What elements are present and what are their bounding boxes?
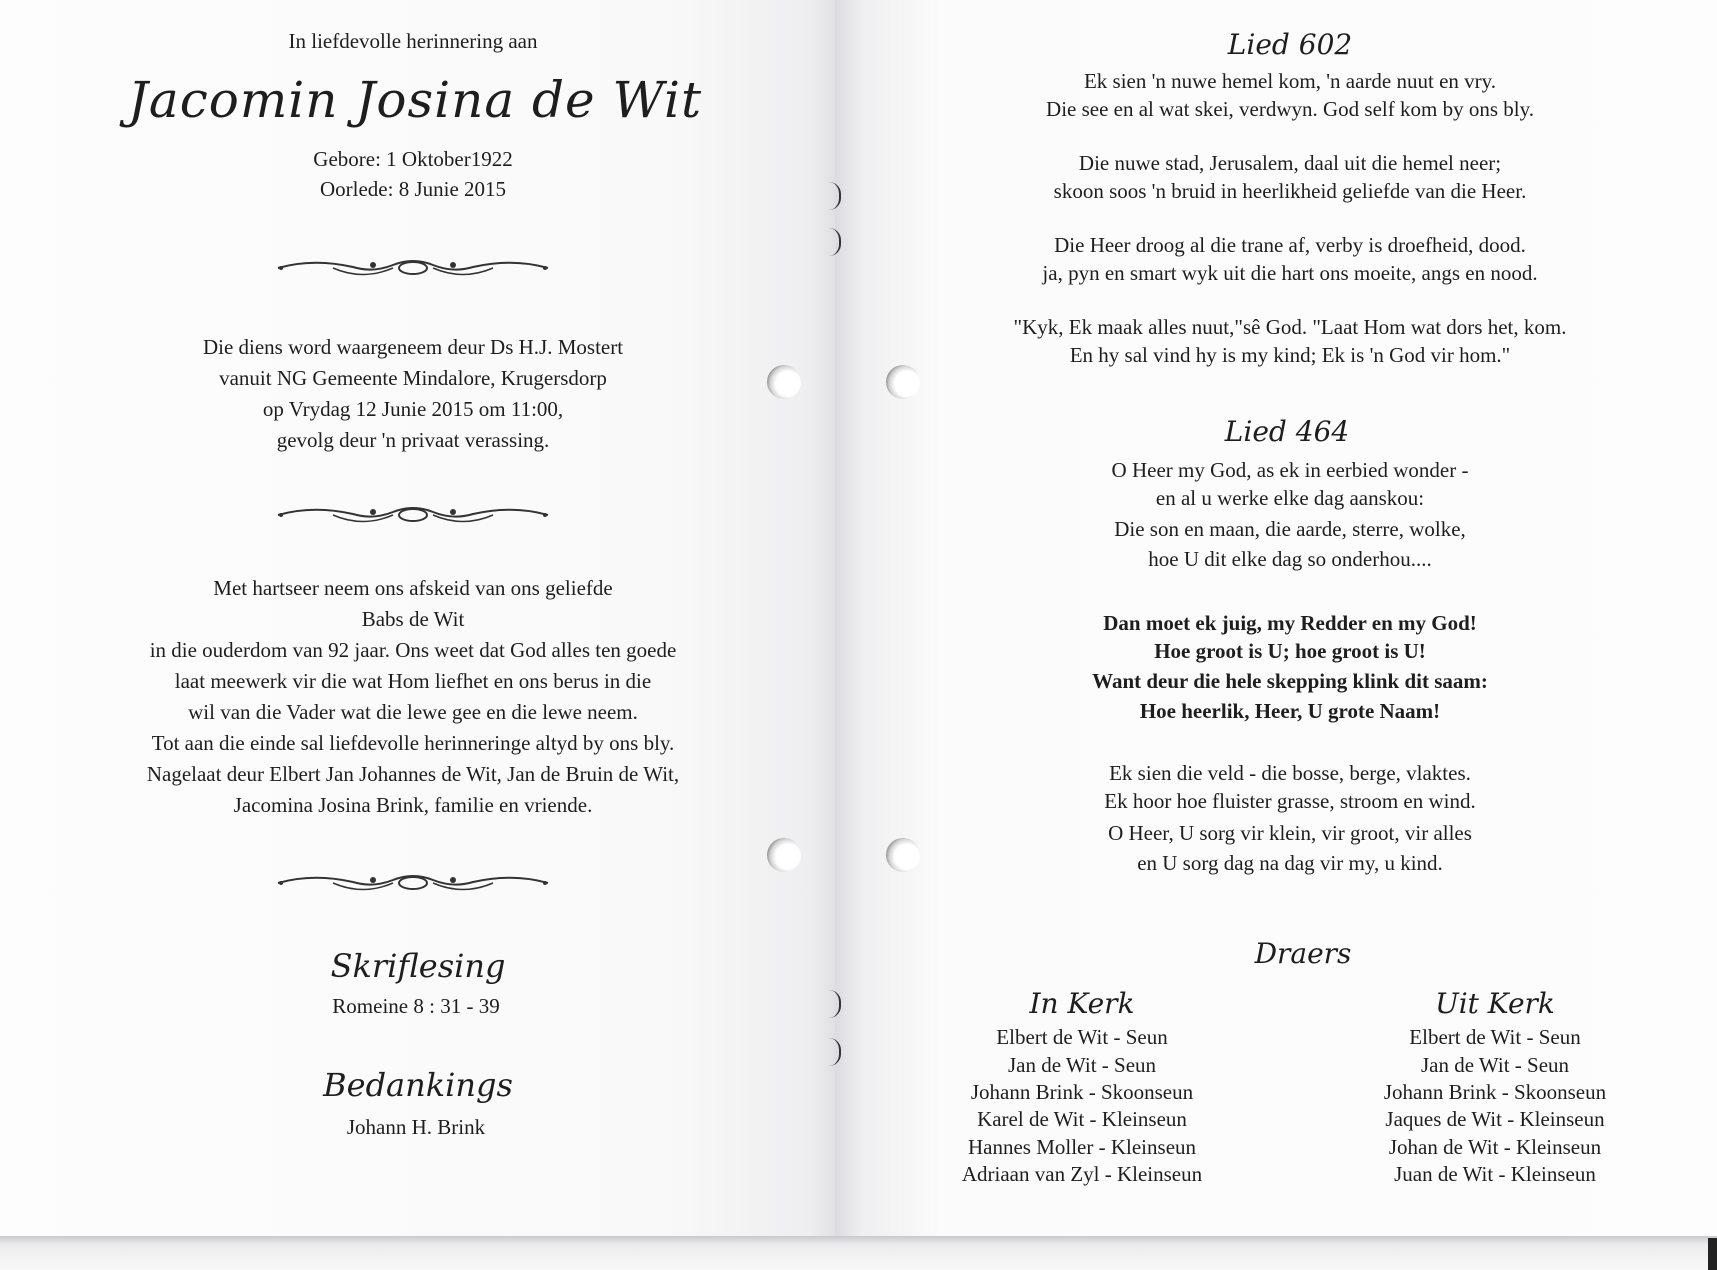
hymn1-stanza4-line2: En hy sal vind hy is my kind; Ek is 'n God vir hom." [1069, 343, 1511, 367]
service-line-4: gevolg deur 'n privaat verassing. [276, 428, 550, 452]
hymn1-stanza3-line1: Die Heer droog al die trane af, verby is droefheid, dood. [1054, 233, 1526, 257]
scan-corner-mark [1708, 1238, 1717, 1270]
ornament-divider-3 [273, 868, 553, 898]
hymn2-chorus-line4: Hoe heerlik, Heer, U grote Naam! [1139, 699, 1441, 723]
out-church-bearer-6: Juan de Wit - Kleinseun [1394, 1162, 1596, 1186]
hymn2-chorus-line3: Want deur die hele skepping klink dit saam: [1092, 669, 1488, 693]
hymn2-verse2-line4: en U sorg dag na dag vir my, u kind. [1137, 851, 1443, 875]
hymn1-stanza3-line2: ja, pyn en smart wyk uit die hart ons moeite, angs en nood. [1042, 261, 1538, 285]
thanks-heading: Bedankings [323, 1066, 513, 1104]
ornament-divider-2 [273, 500, 553, 530]
hymn2-verse2-line3: O Heer, U sorg vir klein, vir groot, vir alles [1108, 821, 1472, 845]
service-line-2: vanuit NG Gemeente Mindalore, Krugersdorp [219, 366, 607, 390]
farewell-line-7: Nagelaat deur Elbert Jan Johannes de Wit, Jan de Bruin de Wit, [146, 762, 680, 786]
birth-date: Gebore: 1 Oktober1922 [313, 147, 513, 171]
hymn1-stanza2-line2: skoon soos 'n bruid in heerlikheid geliefde van die Heer. [1053, 179, 1527, 203]
service-line-1: Die diens word waargeneem deur Ds H.J. Mostert [202, 335, 624, 359]
in-church-bearer-5: Hannes Moller - Kleinseun [967, 1135, 1197, 1159]
bearers-heading: Draers [1254, 937, 1352, 970]
in-church-heading: In Kerk [1029, 987, 1135, 1020]
hymn2-verse1-line3: Die son en maan, die aarde, sterre, wolke, [1114, 517, 1466, 541]
hymn2-title: Lied 464 [1224, 415, 1350, 448]
out-church-bearer-4: Jaques de Wit - Kleinseun [1385, 1107, 1605, 1131]
reading-heading: Skriflesing [330, 947, 506, 985]
out-church-bearer-2: Jan de Wit - Seun [1420, 1053, 1570, 1077]
death-date: Oorlede: 8 Junie 2015 [319, 177, 507, 201]
punch-hole-left-top [767, 365, 801, 399]
binding-mark-1 [829, 182, 841, 210]
binding-mark-3 [829, 990, 841, 1018]
thanks-text: Johann H. Brink [346, 1115, 486, 1139]
farewell-line-8: Jacomina Josina Brink, familie en vriende. [233, 793, 593, 817]
out-church-bearer-5: Johan de Wit - Kleinseun [1388, 1135, 1602, 1159]
service-line-3: op Vrydag 12 Junie 2015 om 11:00, [262, 397, 564, 421]
hymn2-verse1-line1: O Heer my God, as ek in eerbied wonder - [1111, 458, 1469, 482]
ornament-divider-1 [273, 253, 553, 283]
hymn1-title: Lied 602 [1227, 28, 1353, 61]
deceased-name: Jacomin Josina de Wit [127, 71, 703, 129]
hymn2-verse1-line4: hoe U dit elke dag so onderhou.... [1148, 547, 1432, 571]
farewell-line-5: wil van die Vader wat die lewe gee en die lewe neem. [188, 700, 638, 724]
farewell-line-3: in die ouderdom van 92 jaar. Ons weet dat God alles ten goede [149, 638, 677, 662]
hymn1-stanza4-line1: "Kyk, Ek maak alles nuut,"sê God. "Laat Hom wat dors het, kom. [1013, 315, 1567, 339]
in-church-bearer-3: Johann Brink - Skoonseun [970, 1080, 1194, 1104]
in-church-bearer-2: Jan de Wit - Seun [1007, 1053, 1157, 1077]
hymn2-chorus-line2: Hoe groot is U; hoe groot is U! [1154, 639, 1426, 663]
out-church-bearer-3: Johann Brink - Skoonseun [1383, 1080, 1607, 1104]
farewell-line-1: Met hartseer neem ons afskeid van ons geliefde [213, 576, 613, 600]
hymn2-verse2-line1: Ek sien die veld - die bosse, berge, vlaktes. [1109, 761, 1471, 785]
right-page [835, 0, 1717, 1240]
hymn1-stanza2-line1: Die nuwe stad, Jerusalem, daal uit die hemel neer; [1078, 151, 1502, 175]
binding-mark-4 [829, 1038, 841, 1066]
punch-hole-left-bottom [767, 838, 801, 872]
page-bottom-edge [0, 1236, 1717, 1270]
reading-text: Romeine 8 : 31 - 39 [332, 994, 500, 1018]
hymn2-verse1-line2: en al u werke elke dag aanskou: [1155, 486, 1425, 510]
left-page [0, 0, 835, 1240]
intro-text: In liefdevolle herinnering aan [288, 29, 538, 53]
farewell-line-2: Babs de Wit [361, 607, 465, 631]
punch-hole-right-top [886, 365, 920, 399]
out-church-heading: Uit Kerk [1435, 987, 1555, 1020]
in-church-bearer-6: Adriaan van Zyl - Kleinseun [961, 1162, 1203, 1186]
in-church-bearer-1: Elbert de Wit - Seun [996, 1025, 1168, 1049]
hymn2-verse2-line2: Ek hoor hoe fluister grasse, stroom en wind. [1104, 789, 1476, 813]
hymn2-chorus-line1: Dan moet ek juig, my Redder en my God! [1103, 611, 1477, 635]
hymn1-stanza1-line1: Ek sien 'n nuwe hemel kom, 'n aarde nuut en vry. [1083, 69, 1497, 93]
in-church-bearer-4: Karel de Wit - Kleinseun [977, 1107, 1187, 1131]
farewell-line-6: Tot aan die einde sal liefdevolle herinneringe altyd by ons bly. [151, 731, 675, 755]
out-church-bearer-1: Elbert de Wit - Seun [1409, 1025, 1581, 1049]
punch-hole-right-bottom [886, 838, 920, 872]
hymn1-stanza1-line2: Die see en al wat skei, verdwyn. God self kom by ons bly. [1046, 97, 1534, 121]
farewell-line-4: laat meewerk vir die wat Hom liefhet en ons berus in die [174, 669, 652, 693]
binding-mark-2 [829, 228, 841, 256]
